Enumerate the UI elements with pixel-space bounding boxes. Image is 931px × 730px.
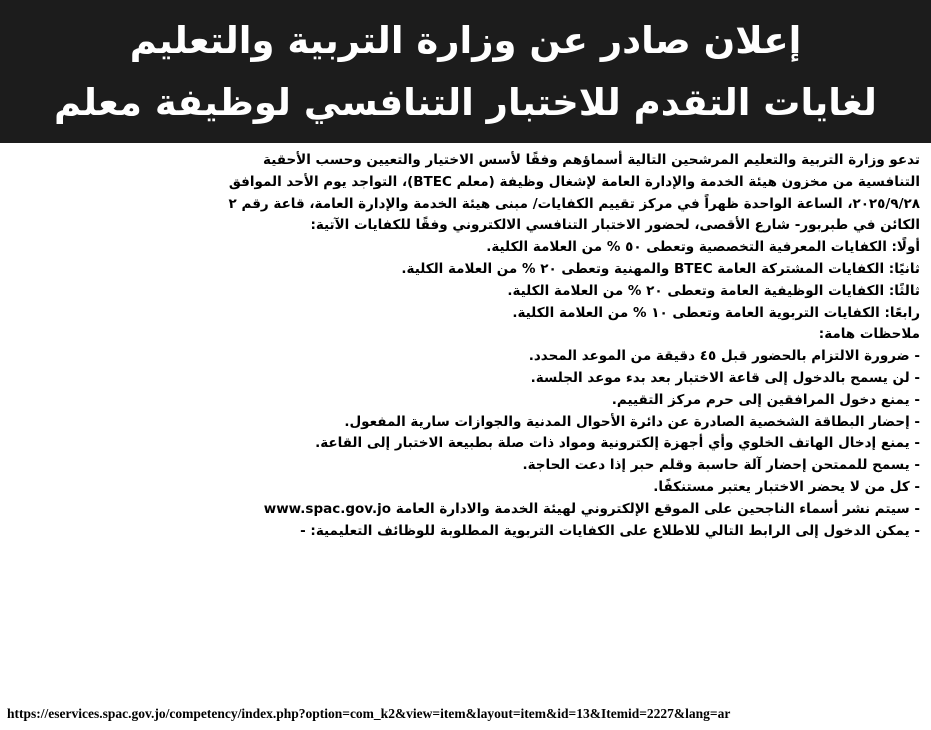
intro-line: الكائن في طبربور- شارع الأقصى، لحضور الاختبار التنافسي الالكتروني وفقًا للكفايات الآتية: bbox=[310, 217, 920, 234]
competency-item: أولًا: الكفايات المعرفية التخصصية وتعطى ٥٠ % من العلامة الكلية. bbox=[486, 239, 920, 256]
note-item: - سيتم نشر أسماء الناجحين على الموقع الإلكتروني لهيئة الخدمة والادارة العامة www.spac.gov.jo bbox=[263, 500, 920, 517]
competency-item: ثالثًا: الكفايات الوظيفية العامة وتعطى ٢٠ % من العلامة الكلية. bbox=[507, 282, 920, 299]
intro-line: التنافسية من مخزون هيئة الخدمة والإدارة العامة لإشغال وظيفة (معلم BTEC)، التواجد يوم الأحد الموافق bbox=[228, 173, 920, 190]
header-title-line-1: إعلان صادر عن وزارة التربية والتعليم bbox=[129, 19, 802, 62]
intro-line: تدعو وزارة التربية والتعليم المرشحين التالية أسماؤهم وفقًا لأسس الاختيار والتعيين وحسب الأحقية bbox=[263, 152, 920, 168]
note-item: - يمنع إدخال الهاتف الخلوي وأي أجهزة إلكترونية ومواد ذات صلة بطبيعة الاختبار إلى القاعة. bbox=[315, 435, 920, 452]
note-item: - يسمح للممتحن إحضار آلة حاسبة وقلم حبر إذا دعت الحاجة. bbox=[522, 457, 920, 474]
intro-paragraph bbox=[10, 150, 920, 237]
note-item: - إحضار البطاقة الشخصية الصادرة عن دائرة الأحوال المدنية والجوازات سارية المفعول. bbox=[344, 413, 920, 430]
announcement-header bbox=[0, 0, 931, 143]
competency-item: ثانيًا: الكفايات المشتركة العامة BTEC والمهنية وتعطى ٢٠ % من العلامة الكلية. bbox=[401, 260, 920, 277]
note-item: - لن يسمح بالدخول إلى قاعة الاختبار بعد بدء موعد الجلسة. bbox=[530, 369, 920, 386]
note-item: - يمنع دخول المرافقين إلى حرم مركز التقييم. bbox=[611, 391, 920, 408]
announcement-body bbox=[10, 150, 920, 542]
note-item: - يمكن الدخول إلى الرابط التالي للاطلاع على الكفايات التربوية المطلوبة للوظائف التعليمية: - bbox=[300, 522, 920, 539]
competency-link[interactable]: https://eservices.spac.gov.jo/competency/index.php?option=com_k2&view=item&layout=item&id=13&Itemid=2227&lang=ar bbox=[7, 706, 731, 721]
intro-line: ٢٠٢٥/٩/٢٨، الساعة الواحدة ظهراً في مركز تقييم الكفايات/ مبنى هيئة الخدمة والإدارة العامة، قاعة رقم ٢ bbox=[228, 195, 920, 212]
competency-item: رابعًا: الكفايات التربوية العامة وتعطى ١٠ % من العلامة الكلية. bbox=[512, 304, 920, 321]
note-item: - ضرورة الالتزام بالحضور قبل ٤٥ دقيقة من الموعد المحدد. bbox=[528, 348, 920, 365]
header-title-line-2: لغايات التقدم للاختبار التنافسي لوظيفة معلم bbox=[54, 81, 877, 124]
note-item: - كل من لا يحضر الاختبار يعتبر مستنكفًا. bbox=[653, 478, 920, 495]
notes-heading: ملاحظات هامة: bbox=[818, 326, 920, 343]
